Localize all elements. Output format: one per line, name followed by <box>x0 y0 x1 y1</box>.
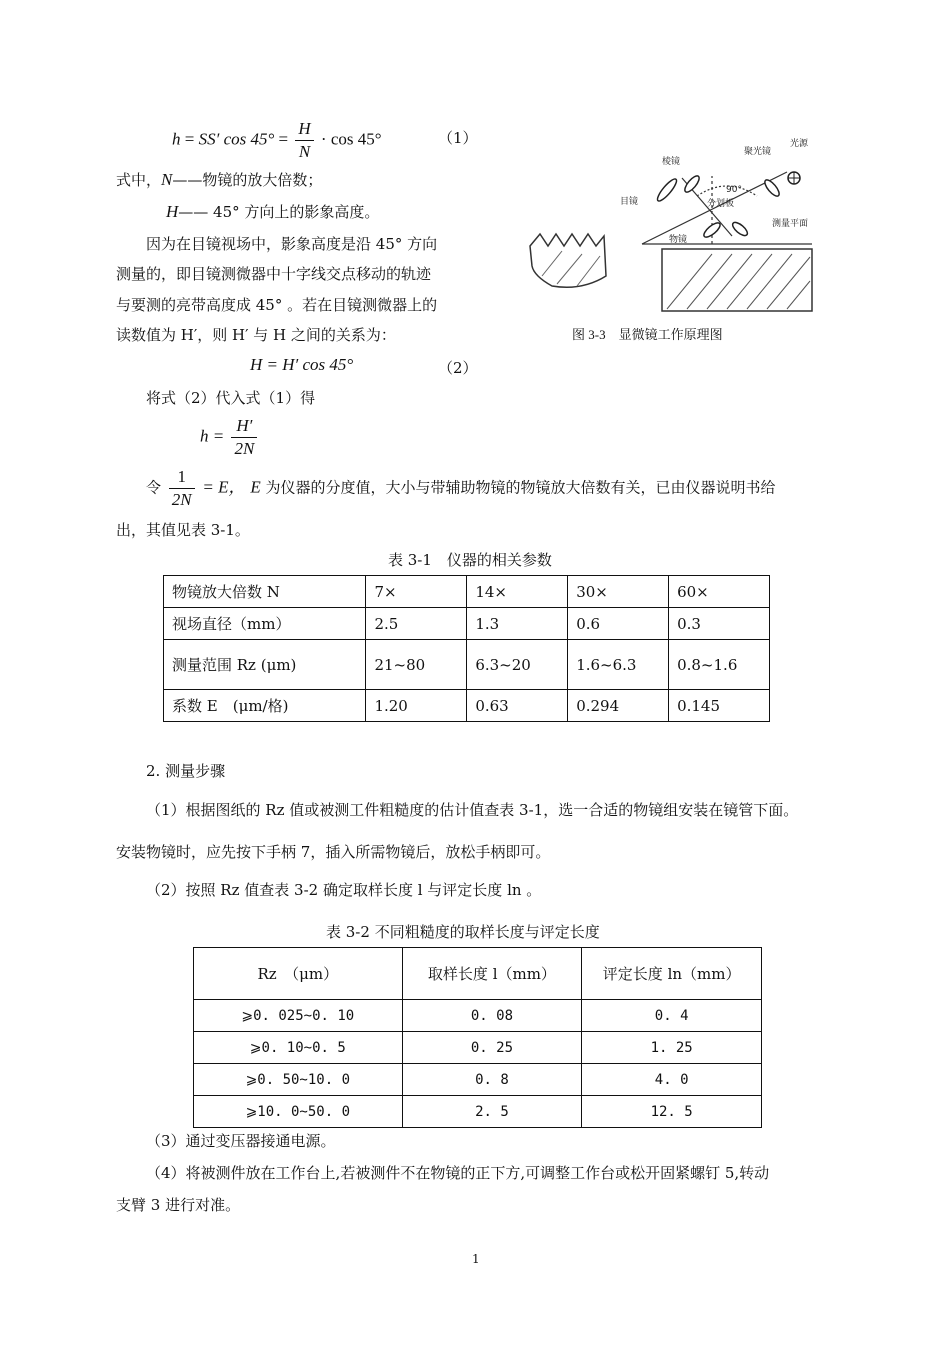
table-row: 物镜放大倍数 N 7× 14× 30× 60× <box>164 576 770 608</box>
table-row: 视场直径（mm） 2.5 1.3 0.6 0.3 <box>164 608 770 640</box>
table2-title: 表 3-2 不同粗糙度的取样长度与评定长度 <box>326 923 600 941</box>
table-row: ⩾0. 025~0. 10 0. 08 0. 4 <box>194 1000 762 1032</box>
para1-line3: 与要测的亮带高度成 45° 。若在目镜测微器上的 <box>116 296 438 314</box>
label-reticle: 分划板 <box>707 199 735 209</box>
equation-2: H = H′ cos 45° <box>250 355 354 374</box>
label-eyepiece: 目镜 <box>620 197 639 207</box>
para1-line2: 测量的，即目镜测微器中十字线交点移动的轨迹 <box>116 265 432 283</box>
profile-section <box>530 234 606 287</box>
equation-1: h = SS′ cos 45° = $\frac{H}{N}$ · cos 45° <box>172 119 382 161</box>
table-row: 测量范围 Rz (μm) 21~80 6.3~20 1.6~6.3 0.8~1.6 <box>164 640 770 690</box>
step1-line2: 安装物镜时，应先按下手柄 7，插入所需物镜后，放松手柄即可。 <box>116 843 551 861</box>
page-number: 1 <box>472 1252 480 1266</box>
equation-3: h = $\frac{H'}{2N}$ <box>200 415 260 460</box>
where-line: 式中，N——物镜的放大倍数； <box>116 170 323 189</box>
step1-line1: （1）根据图纸的 Rz 值或被测工件粗糙度的估计值查表 3-1，选一合适的物镜组安装在镜管下面。 <box>146 801 799 819</box>
label-source: 光源 <box>790 139 809 149</box>
table-3-1 <box>163 575 770 722</box>
label-angle: 90° <box>726 185 742 195</box>
eq1-rhs: · cos 45° <box>320 129 382 149</box>
table-row: ⩾0. 50~10. 0 0. 8 4. 0 <box>194 1064 762 1096</box>
label-objective: 物镜 <box>669 235 688 245</box>
eq1-lhs: h <box>172 129 181 149</box>
ling-line2: 出，其值见表 3-1。 <box>116 521 250 539</box>
step4-line1: （4）将被测件放在工作台上,若被测件不在物镜的正下方,可调整工作台或松开固紧螺钉 5,转动 <box>146 1164 770 1182</box>
figure-caption: 图 3-3 显微镜工作原理图 <box>572 327 723 342</box>
workpiece <box>662 249 812 311</box>
table-row: ⩾10. 0~50. 0 2. 5 12. 5 <box>194 1096 762 1128</box>
table-header-row: Rz （μm） 取样长度 l（mm） 评定长度 ln（mm） <box>194 948 762 1000</box>
label-prism: 棱镜 <box>662 157 681 167</box>
step4-line2: 支臂 3 进行对准。 <box>116 1196 241 1214</box>
label-condenser: 聚光镜 <box>744 147 772 157</box>
label-plane: 测量平面 <box>772 219 809 229</box>
para1-line4: 读数值为 H′，则 H′ 与 H 之间的关系为： <box>116 326 396 344</box>
def-H: H—— 45° 方向上的影象高度。 <box>166 202 380 221</box>
eq1-fraction: $\frac{H}{N}$ <box>295 118 313 163</box>
table-3-2 <box>193 947 762 1128</box>
table-row: ⩾0. 10~0. 5 0. 25 1. 25 <box>194 1032 762 1064</box>
step3: （3）通过变压器接通电源。 <box>146 1132 336 1150</box>
para1-line1: 因为在目镜视场中，影象高度是沿 45° 方向 <box>146 235 438 253</box>
ling-line: 令 $\frac{1}{2N}$ = E， E 为仪器的分度值，大小与带辅助物镜的物镜放大倍数有关，已由仪器说明书给 <box>146 467 776 509</box>
step2: （2）按照 Rz 值查表 3-2 确定取样长度 l 与评定长度 ln 。 <box>146 881 542 899</box>
substitute-line: 将式（2）代入式（1）得 <box>146 389 316 407</box>
table1-title: 表 3-1 仪器的相关参数 <box>388 551 552 569</box>
section-heading: 2. 测量步骤 <box>146 762 226 780</box>
eq2-label: （2） <box>438 359 478 377</box>
microscope-diagram <box>522 126 822 316</box>
table-row: 系数 E (μm/格) 1.20 0.63 0.294 0.145 <box>164 690 770 722</box>
eq1-mid: SS′ cos 45° <box>198 129 275 149</box>
eq1-label: （1） <box>438 129 478 147</box>
